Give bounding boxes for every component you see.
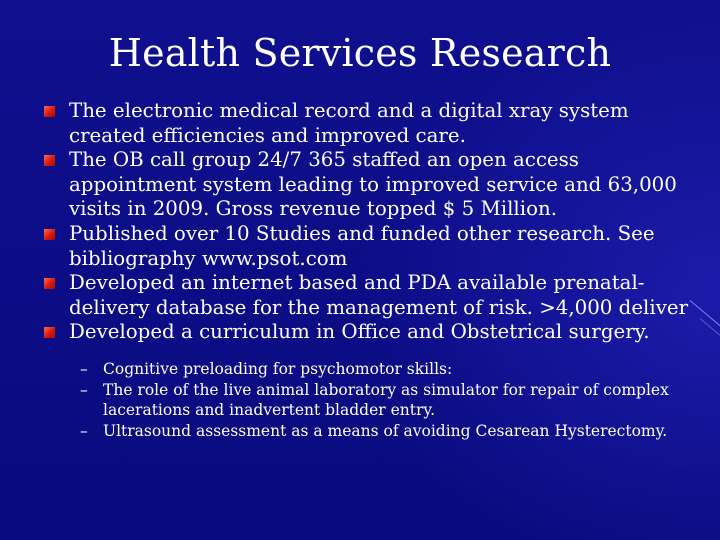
red-square-bullet-icon (44, 229, 55, 240)
bullet-text: Developed a curriculum in Office and Obstetrical surgery. (69, 320, 650, 344)
sub-bullet-text: Ultrasound assessment as a means of avoiding Cesarean Hysterectomy. (103, 421, 668, 440)
red-square-bullet-icon (44, 106, 55, 117)
red-square-bullet-icon (44, 278, 55, 289)
sub-bullet-item (0, 359, 720, 380)
bullet-text: Published over 10 Studies and funded other research. See bibliography www.psot.com (69, 221, 655, 270)
red-square-bullet-icon (44, 155, 55, 166)
sub-bullet-item (0, 421, 720, 442)
bullet-list (0, 99, 720, 345)
slide-title: Health Services Research (108, 31, 612, 75)
dash-bullet-icon: – (80, 421, 88, 440)
bullet-text: Developed an internet based and PDA available prenatal-delivery database for the management of risk. >4,000 deliver (69, 271, 689, 319)
sub-bullet-item (0, 380, 720, 421)
bullet-item (0, 271, 720, 320)
bullet-item (0, 148, 720, 222)
sub-bullet-list (0, 359, 720, 441)
red-square-bullet-icon (44, 327, 55, 338)
sub-bullet-text: The role of the live animal laboratory as simulator for repair of complex lacerations and inadvertent bladder entry. (103, 380, 669, 420)
bullet-item (0, 99, 720, 148)
bullet-text: The OB call group 24/7 365 staffed an open access appointment system leading to improved service and 63,000 visits in 2009. Gross revenue topped $ 5 Million. (69, 148, 677, 221)
bullet-text: The electronic medical record and a digital xray system created efficiencies and improved care. (69, 99, 629, 147)
dash-bullet-icon: – (80, 360, 88, 378)
sub-bullet-text: Cognitive preloading for psychomotor skills: (103, 360, 453, 378)
bullet-item (0, 320, 720, 345)
bullet-item (0, 222, 720, 271)
dash-bullet-icon: – (80, 380, 88, 399)
